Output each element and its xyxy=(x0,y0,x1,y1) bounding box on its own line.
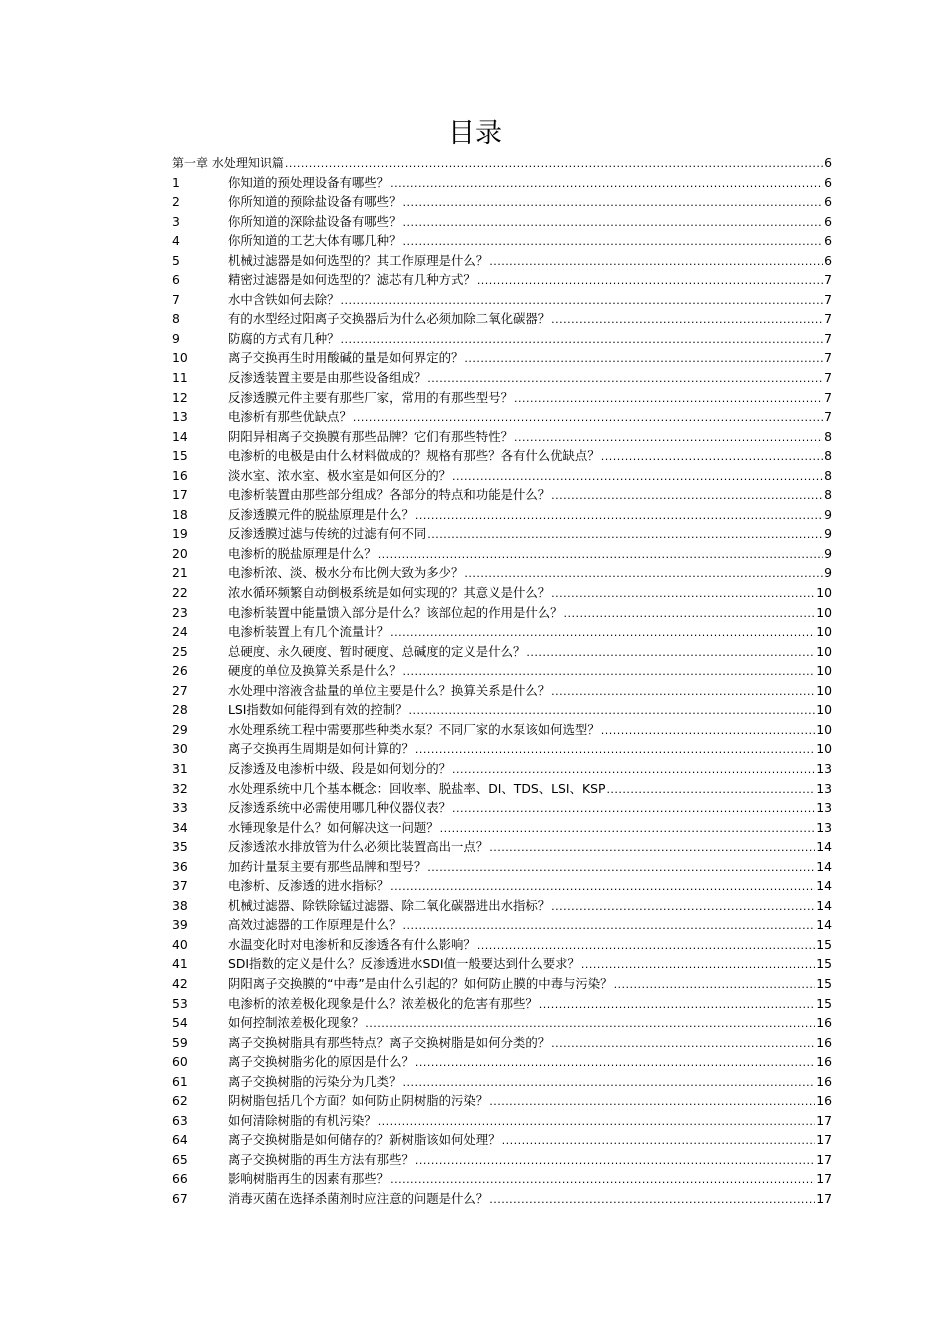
toc-leader-dots xyxy=(551,682,815,702)
toc-leader-dots xyxy=(489,838,815,858)
toc-page-number: 7 xyxy=(824,272,832,288)
toc-entry-row[interactable] xyxy=(172,818,832,838)
toc-page-number: 17 xyxy=(816,1171,832,1187)
toc-entry-number: 42 xyxy=(172,975,188,991)
toc-page-number: 10 xyxy=(816,643,832,659)
toc-entry-row[interactable] xyxy=(172,994,832,1014)
toc-entry-text: 阴阳异相离子交换膜有那些品牌？它们有那些特性？ xyxy=(228,428,513,444)
toc-entry-text: 如何清除树脂的有机污染？ xyxy=(228,1112,377,1128)
toc-leader-dots xyxy=(489,1092,815,1112)
toc-entry-number: 14 xyxy=(172,428,188,444)
toc-entry-row[interactable] xyxy=(172,681,832,701)
toc-entry-row[interactable] xyxy=(172,759,832,779)
toc-entry-text: 离子交换树脂是如何储存的？新树脂该如何处理？ xyxy=(228,1132,501,1148)
toc-leader-dots xyxy=(489,252,823,272)
toc-entry-number: 18 xyxy=(172,506,188,522)
toc-entry-text: 防腐的方式有几种？ xyxy=(228,330,340,346)
toc-page-number: 17 xyxy=(816,1112,832,1128)
toc-entry-text: 电渗析装置中能量馈入部分是什么？该部位起的作用是什么？ xyxy=(228,604,563,620)
toc-leader-dots xyxy=(452,467,823,487)
toc-leader-dots xyxy=(390,1170,815,1190)
toc-entry-number: 37 xyxy=(172,878,188,894)
toc-entry-text: 机械过滤器是如何选型的？其工作原理是什么？ xyxy=(228,252,489,268)
toc-leader-dots xyxy=(402,662,815,682)
toc-page-number: 17 xyxy=(816,1132,832,1148)
toc-entry-number: 23 xyxy=(172,604,188,620)
toc-entry-row[interactable] xyxy=(172,466,832,486)
toc-entry-row[interactable] xyxy=(172,915,832,935)
toc-entry-text: 阴树脂包括几个方面？如何防止阴树脂的污染？ xyxy=(228,1093,489,1109)
toc-entry-row[interactable] xyxy=(172,192,832,212)
toc-entry-text: 水处理系统工程中需要那些种类水泵？不同厂家的水泵该如何选型？ xyxy=(228,721,600,737)
toc-page-number: 13 xyxy=(816,800,832,816)
toc-leader-dots xyxy=(402,213,823,233)
toc-entry-row[interactable] xyxy=(172,427,832,447)
toc-entry-number: 13 xyxy=(172,409,188,425)
toc-entry-row[interactable] xyxy=(172,1111,832,1131)
toc-leader-dots xyxy=(452,799,815,819)
toc-entry-row[interactable] xyxy=(172,173,832,193)
toc-entry-text: 影响树脂再生的因素有那些？ xyxy=(228,1171,390,1187)
toc-entry-text: 水处理中溶液含盐量的单位主要是什么？换算关系是什么？ xyxy=(228,682,551,698)
toc-leader-dots xyxy=(489,1190,815,1210)
toc-entry-text: 如何控制浓差极化现象？ xyxy=(228,1015,365,1031)
toc-entry-text: 电渗析装置由那些部分组成？各部分的特点和功能是什么？ xyxy=(228,487,551,503)
toc-entry-number: 17 xyxy=(172,487,188,503)
toc-page-number: 15 xyxy=(816,936,832,952)
toc-page-number: 6 xyxy=(824,213,832,229)
toc-entry-number: 65 xyxy=(172,1151,188,1167)
toc-entry-text: 淡水室、浓水室、极水室是如何区分的？ xyxy=(228,467,452,483)
toc-entry-text: 离子交换再生周期是如何计算的？ xyxy=(228,741,414,757)
toc-entry-number: 29 xyxy=(172,721,188,737)
toc-entry-row[interactable] xyxy=(172,485,832,505)
toc-page-number: 16 xyxy=(816,1015,832,1031)
toc-leader-dots xyxy=(378,545,823,565)
toc-page-number: 13 xyxy=(816,780,832,796)
toc-leader-dots xyxy=(341,330,824,350)
toc-entry-row[interactable] xyxy=(172,896,832,916)
toc-page-number: 16 xyxy=(816,1073,832,1089)
toc-entry-number: 32 xyxy=(172,780,188,796)
toc-leader-dots xyxy=(601,721,816,741)
toc-entry-text: 电渗析装置上有几个流量计？ xyxy=(228,624,390,640)
toc-entry-row[interactable] xyxy=(172,407,832,427)
toc-entry-text: 离子交换树脂具有那些特点？离子交换树脂是如何分类的？ xyxy=(228,1034,551,1050)
toc-leader-dots xyxy=(427,858,815,878)
toc-page-number: 13 xyxy=(816,760,832,776)
toc-entry-row[interactable] xyxy=(172,1150,832,1170)
toc-leader-dots xyxy=(464,349,823,369)
toc-entry-text: 你知道的预处理设备有哪些？ xyxy=(228,174,390,190)
toc-entry-text: 你所知道的深除盐设备有哪些？ xyxy=(228,213,402,229)
toc-entry-row[interactable] xyxy=(172,583,832,603)
toc-entry-row[interactable] xyxy=(172,661,832,681)
toc-page-number: 9 xyxy=(824,565,832,581)
toc-leader-dots xyxy=(464,564,823,584)
toc-leader-dots xyxy=(440,819,816,839)
toc-leader-dots xyxy=(409,701,816,721)
toc-entry-text: 阴阳离子交换膜的“中毒”是由什么引起的？如何防止膜的中毒与污染？ xyxy=(228,975,613,991)
toc-entry-number: 62 xyxy=(172,1093,188,1109)
toc-entry-number: 12 xyxy=(172,389,188,405)
toc-entry-row[interactable] xyxy=(172,1052,832,1072)
toc-entry-number: 11 xyxy=(172,370,188,386)
toc-page-number: 6 xyxy=(824,174,832,190)
toc-page-number: 10 xyxy=(816,702,832,718)
toc-entry-row[interactable] xyxy=(172,212,832,232)
toc-page-number: 14 xyxy=(816,858,832,874)
toc-page-number: 6 xyxy=(824,233,832,249)
toc-entry-text: 水锤现象是什么？如何解决这一问题？ xyxy=(228,819,439,835)
toc-leader-dots xyxy=(427,525,823,545)
toc-leader-dots xyxy=(564,604,816,624)
toc-chapter-row[interactable] xyxy=(172,153,832,173)
toc-entry-row[interactable] xyxy=(172,779,832,799)
toc-entry-row[interactable] xyxy=(172,329,832,349)
toc-page-number: 8 xyxy=(824,448,832,464)
toc-entry-number: 7 xyxy=(172,291,180,307)
toc-page-number: 10 xyxy=(816,721,832,737)
toc-entry-row[interactable] xyxy=(172,1189,832,1209)
toc-entry-number: 67 xyxy=(172,1190,188,1206)
toc-entry-number: 53 xyxy=(172,995,188,1011)
toc-entry-row[interactable] xyxy=(172,935,832,955)
toc-entry-text: 水温变化时对电渗析和反渗透各有什么影响？ xyxy=(228,936,476,952)
toc-entry-text: 加药计量泵主要有那些品牌和型号？ xyxy=(228,858,427,874)
toc-leader-dots xyxy=(390,877,815,897)
toc-entry-number: 15 xyxy=(172,448,188,464)
toc-entry-number: 61 xyxy=(172,1073,188,1089)
toc-page-number: 8 xyxy=(824,428,832,444)
toc-entry-number: 41 xyxy=(172,956,188,972)
toc-leader-dots xyxy=(551,310,823,330)
toc-entry-text: SDI指数的定义是什么？反渗透进水SDI值一般要达到什么要求？ xyxy=(228,956,580,972)
toc-leader-dots xyxy=(415,1053,815,1073)
toc-leader-dots xyxy=(477,936,815,956)
toc-entry-text: LSI指数如何能得到有效的控制？ xyxy=(228,702,408,718)
toc-entry-text: 离子交换再生时用酸碱的量是如何界定的？ xyxy=(228,350,464,366)
toc-entry-text: 精密过滤器是如何选型的？滤芯有几种方式？ xyxy=(228,272,476,288)
toc-leader-dots xyxy=(526,643,815,663)
toc-entry-number: 22 xyxy=(172,585,188,601)
toc-entry-number: 31 xyxy=(172,760,188,776)
toc-entry-text: 你所知道的预除盐设备有哪些？ xyxy=(228,194,402,210)
toc-entry-number: 27 xyxy=(172,682,188,698)
toc-entry-text: 电渗析、反渗透的进水指标？ xyxy=(228,878,390,894)
toc-leader-dots xyxy=(378,1112,816,1132)
toc-entry-text: 反渗透浓水排放管为什么必须比装置高出一点？ xyxy=(228,839,489,855)
toc-entry-text: 有的水型经过阳离子交换器后为什么必须加除二氧化碳器？ xyxy=(228,311,551,327)
toc-entry-number: 60 xyxy=(172,1054,188,1070)
toc-page-number: 14 xyxy=(816,917,832,933)
toc-entry-row[interactable] xyxy=(172,368,832,388)
toc-leader-dots xyxy=(402,1073,815,1093)
toc-leader-dots xyxy=(353,408,823,428)
toc-page-number: 10 xyxy=(816,682,832,698)
toc-entry-row[interactable] xyxy=(172,446,832,466)
toc-entry-number: 3 xyxy=(172,213,180,229)
toc-leader-dots xyxy=(415,506,823,526)
toc-entry-number: 28 xyxy=(172,702,188,718)
toc-page-number: 6 xyxy=(824,194,832,210)
toc-entry-row[interactable] xyxy=(172,603,832,623)
toc-page-number: 10 xyxy=(816,604,832,620)
toc-entry-row[interactable] xyxy=(172,388,832,408)
toc-page-number: 8 xyxy=(824,467,832,483)
toc-page-number: 10 xyxy=(816,741,832,757)
toc-page-number: 10 xyxy=(816,585,832,601)
toc-page-number: 7 xyxy=(824,291,832,307)
toc-leader-dots xyxy=(614,975,816,995)
toc-leader-dots xyxy=(365,1014,815,1034)
toc-page-number: 16 xyxy=(816,1034,832,1050)
toc-entry-number: 30 xyxy=(172,741,188,757)
toc-page-number: 8 xyxy=(824,487,832,503)
toc-entry-row[interactable] xyxy=(172,720,832,740)
toc-entry-number: 64 xyxy=(172,1132,188,1148)
toc-entry-text: 反渗透及电渗析中级、段是如何划分的？ xyxy=(228,760,452,776)
toc-page-number: 7 xyxy=(824,311,832,327)
toc-leader-dots xyxy=(402,916,815,936)
toc-page-number: 7 xyxy=(824,330,832,346)
toc-entry-row[interactable] xyxy=(172,524,832,544)
toc-entry-row[interactable] xyxy=(172,231,832,251)
toc-entry-row[interactable] xyxy=(172,876,832,896)
toc-leader-dots xyxy=(514,428,823,448)
toc-entry-number: 6 xyxy=(172,272,180,288)
toc-entry-text: 你所知道的工艺大体有哪几种？ xyxy=(228,233,402,249)
toc-chapter-label: 第一章 水处理知识篇 xyxy=(172,156,284,170)
toc-entry-number: 63 xyxy=(172,1112,188,1128)
toc-entry-number: 66 xyxy=(172,1171,188,1187)
toc-leader-dots xyxy=(551,486,823,506)
toc-page-number: 17 xyxy=(816,1151,832,1167)
toc-page-number: 13 xyxy=(816,819,832,835)
toc-leader-dots xyxy=(415,740,815,760)
toc-entry-number: 33 xyxy=(172,800,188,816)
toc-entry-text: 硬度的单位及换算关系是什么？ xyxy=(228,663,402,679)
toc-entry-row[interactable] xyxy=(172,290,832,310)
toc-leader-dots xyxy=(477,271,823,291)
toc-entry-row[interactable] xyxy=(172,505,832,525)
toc-entry-number: 20 xyxy=(172,545,188,561)
toc-entry-number: 36 xyxy=(172,858,188,874)
toc-entry-text: 电渗析的电极是由什么材料做成的？规格有那些？各有什么优缺点？ xyxy=(228,448,600,464)
toc-entry-row[interactable] xyxy=(172,837,832,857)
toc-entry-row[interactable] xyxy=(172,974,832,994)
toc-page-number: 14 xyxy=(816,839,832,855)
toc-entry-text: 反渗透膜元件的脱盐原理是什么？ xyxy=(228,506,414,522)
toc-entry-text: 电渗析的脱盐原理是什么？ xyxy=(228,545,377,561)
toc-entry-number: 1 xyxy=(172,174,180,190)
toc-entry-text: 消毒灭菌在选择杀菌剂时应注意的问题是什么？ xyxy=(228,1190,489,1206)
toc-entry-row[interactable] xyxy=(172,1130,832,1150)
toc-page-number: 15 xyxy=(816,975,832,991)
toc-entry-number: 4 xyxy=(172,233,180,249)
toc-page-number: 7 xyxy=(824,370,832,386)
toc-entry-number: 24 xyxy=(172,624,188,640)
table-of-contents xyxy=(172,153,832,1209)
toc-leader-dots xyxy=(390,174,823,194)
toc-entry-text: 反渗透膜过滤与传统的过滤有何不同 xyxy=(228,526,427,542)
toc-entry-row[interactable] xyxy=(172,739,832,759)
toc-entry-number: 26 xyxy=(172,663,188,679)
toc-entry-row[interactable] xyxy=(172,642,832,662)
toc-entry-number: 38 xyxy=(172,897,188,913)
toc-leader-dots xyxy=(402,232,823,252)
toc-page-number: 10 xyxy=(816,624,832,640)
toc-leader-dots xyxy=(551,897,815,917)
toc-leader-dots xyxy=(285,154,823,174)
toc-entry-text: 电渗析浓、淡、极水分布比例大致为多少？ xyxy=(228,565,464,581)
toc-entry-number: 9 xyxy=(172,330,180,346)
toc-leader-dots xyxy=(551,1034,815,1054)
toc-entry-row[interactable] xyxy=(172,798,832,818)
toc-leader-dots xyxy=(551,584,815,604)
toc-entry-number: 59 xyxy=(172,1034,188,1050)
toc-entry-text: 反渗透膜元件主要有那些厂家，常用的有那些型号？ xyxy=(228,389,513,405)
toc-entry-text: 高效过滤器的工作原理是什么？ xyxy=(228,917,402,933)
toc-entry-row[interactable] xyxy=(172,1033,832,1053)
toc-entry-text: 离子交换树脂的污染分为几类？ xyxy=(228,1073,402,1089)
toc-entry-row[interactable] xyxy=(172,700,832,720)
toc-entry-row[interactable] xyxy=(172,622,832,642)
toc-entry-text: 离子交换树脂劣化的原因是什么？ xyxy=(228,1054,414,1070)
toc-entry-number: 2 xyxy=(172,194,180,210)
toc-entry-row[interactable] xyxy=(172,270,832,290)
toc-leader-dots xyxy=(427,369,823,389)
toc-leader-dots xyxy=(415,1151,815,1171)
toc-leader-dots xyxy=(539,995,815,1015)
toc-leader-dots xyxy=(390,623,815,643)
toc-page-number: 7 xyxy=(824,409,832,425)
toc-entry-text: 水处理系统中几个基本概念：回收率、脱盐率、DI、TDS、LSI、KSP xyxy=(228,780,606,796)
toc-entry-row[interactable] xyxy=(172,1072,832,1092)
toc-page-number: 10 xyxy=(816,663,832,679)
toc-entry-number: 25 xyxy=(172,643,188,659)
toc-page-number: 15 xyxy=(816,956,832,972)
toc-entry-text: 机械过滤器、除铁除锰过滤器、除二氧化碳器进出水指标？ xyxy=(228,897,551,913)
toc-leader-dots xyxy=(514,389,823,409)
toc-leader-dots xyxy=(452,760,815,780)
toc-leader-dots xyxy=(581,955,815,975)
toc-entry-number: 40 xyxy=(172,936,188,952)
toc-page-number: 7 xyxy=(824,389,832,405)
toc-entry-row[interactable] xyxy=(172,1013,832,1033)
toc-entry-number: 8 xyxy=(172,311,180,327)
toc-entry-text: 电渗析有那些优缺点？ xyxy=(228,409,352,425)
toc-leader-dots xyxy=(601,447,823,467)
page-title: 目录 xyxy=(448,118,502,149)
toc-entry-text: 水中含铁如何去除？ xyxy=(228,291,340,307)
toc-entry-row[interactable] xyxy=(172,348,832,368)
toc-entry-row[interactable] xyxy=(172,309,832,329)
toc-entry-text: 反渗透装置主要是由那些设备组成？ xyxy=(228,370,427,386)
toc-page-number: 14 xyxy=(816,878,832,894)
toc-entry-text: 电渗析的浓差极化现象是什么？浓差极化的危害有那些？ xyxy=(228,995,538,1011)
toc-entry-number: 10 xyxy=(172,350,188,366)
toc-entry-row[interactable] xyxy=(172,544,832,564)
toc-page-number: 14 xyxy=(816,897,832,913)
toc-entry-row[interactable] xyxy=(172,563,832,583)
toc-page-number: 16 xyxy=(816,1093,832,1109)
toc-leader-dots xyxy=(606,780,815,800)
toc-entry-row[interactable] xyxy=(172,1091,832,1111)
toc-leader-dots xyxy=(341,291,824,311)
toc-entry-number: 35 xyxy=(172,839,188,855)
toc-entry-row[interactable] xyxy=(172,1169,832,1189)
toc-page-number: 16 xyxy=(816,1054,832,1070)
toc-entry-text: 总硬度、永久硬度、暂时硬度、总碱度的定义是什么？ xyxy=(228,643,526,659)
toc-entry-text: 离子交换树脂的再生方法有那些？ xyxy=(228,1151,414,1167)
toc-entry-number: 16 xyxy=(172,467,188,483)
toc-entry-row[interactable] xyxy=(172,954,832,974)
toc-page-number: 15 xyxy=(816,995,832,1011)
toc-entry-row[interactable] xyxy=(172,251,832,271)
toc-leader-dots xyxy=(402,193,823,213)
toc-entry-number: 39 xyxy=(172,917,188,933)
toc-page-number: 9 xyxy=(824,526,832,542)
toc-page-number: 6 xyxy=(824,252,832,268)
toc-entry-text: 反渗透系统中必需使用哪几种仪器仪表？ xyxy=(228,800,452,816)
toc-leader-dots xyxy=(502,1131,816,1151)
toc-entry-number: 54 xyxy=(172,1015,188,1031)
toc-entry-number: 21 xyxy=(172,565,188,581)
toc-entry-number: 34 xyxy=(172,819,188,835)
toc-entry-number: 5 xyxy=(172,252,180,268)
toc-page-number: 17 xyxy=(816,1190,832,1206)
toc-page-number: 9 xyxy=(824,506,832,522)
toc-page-number: 6 xyxy=(824,155,832,170)
toc-entry-text: 浓水循环频繁自动倒极系统是如何实现的？其意义是什么？ xyxy=(228,585,551,601)
toc-page-number: 7 xyxy=(824,350,832,366)
toc-entry-row[interactable] xyxy=(172,857,832,877)
toc-entry-number: 19 xyxy=(172,526,188,542)
toc-page-number: 9 xyxy=(824,545,832,561)
